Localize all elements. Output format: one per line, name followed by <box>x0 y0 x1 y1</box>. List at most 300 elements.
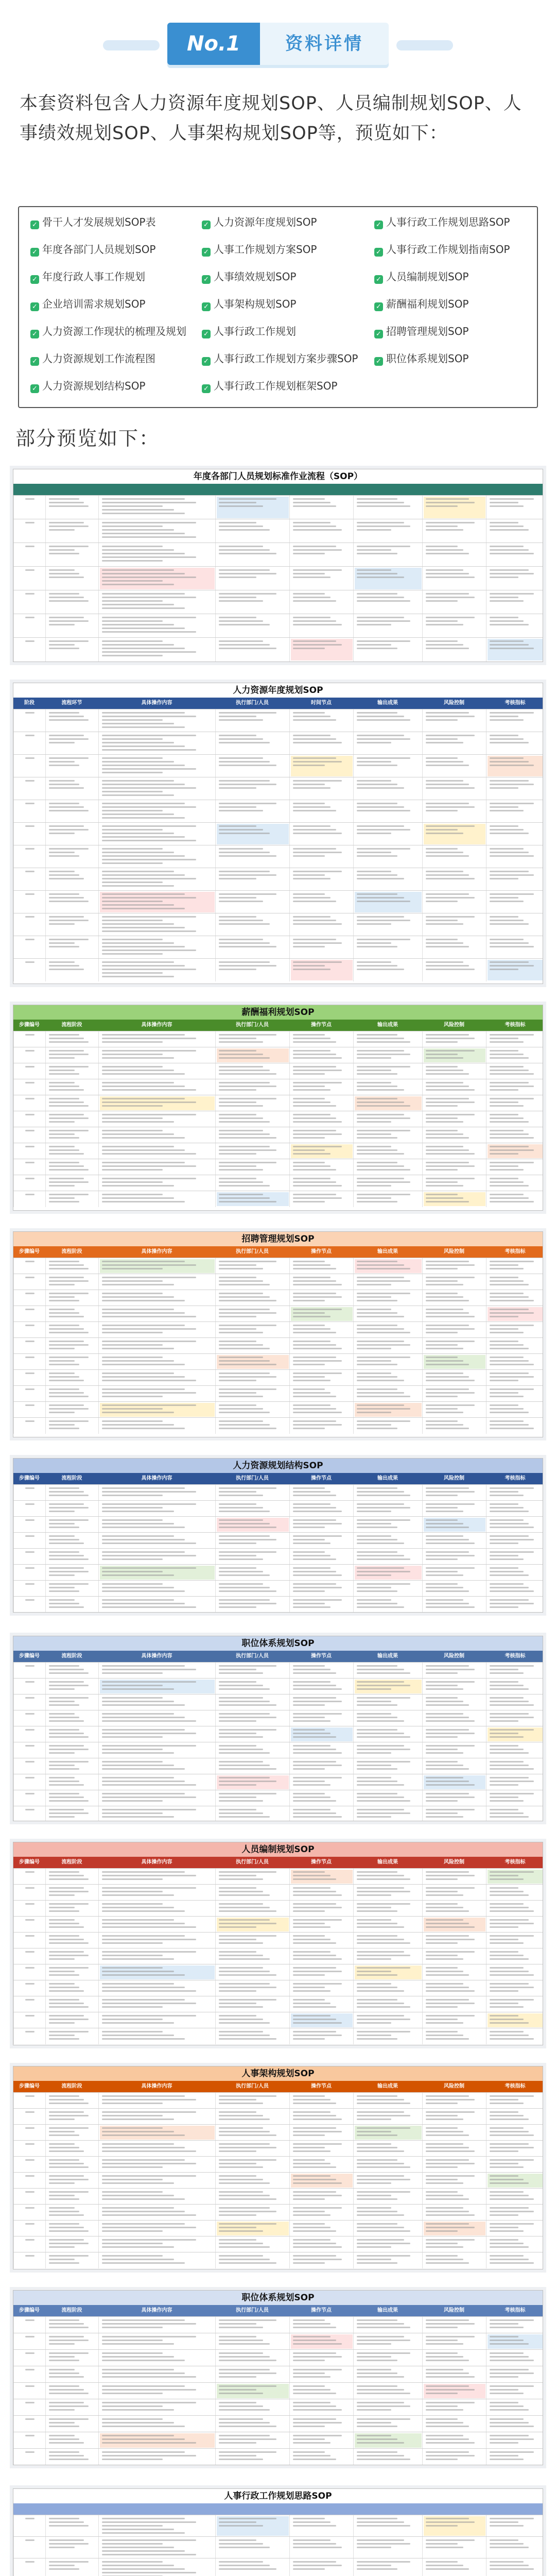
sheet-header-row <box>13 484 543 495</box>
text-line-placeholder <box>102 1089 196 1091</box>
check-icon: ✓ <box>374 221 383 229</box>
text-line-placeholder <box>102 1967 163 1969</box>
text-line-placeholder <box>219 1812 263 1814</box>
table-cell <box>289 2157 353 2173</box>
table-cell <box>215 1127 289 1143</box>
sheet-preview <box>13 1458 543 1613</box>
table-cell <box>422 1127 486 1143</box>
text-line-placeholder <box>219 1309 270 1310</box>
table-cell <box>215 1031 289 1047</box>
text-line-placeholder <box>490 620 524 622</box>
text-line-placeholder <box>293 1878 336 1880</box>
text-line-placeholder <box>49 2262 79 2264</box>
text-line-placeholder <box>357 1376 397 1378</box>
text-line-placeholder <box>293 2143 342 2145</box>
text-line-placeholder <box>426 1328 475 1330</box>
text-line-placeholder <box>219 2372 276 2374</box>
header-cell <box>422 2503 486 2515</box>
text-line-placeholder <box>490 2150 518 2152</box>
text-line-placeholder <box>357 1523 391 1524</box>
table-cell <box>98 1948 215 1964</box>
table-cell <box>215 1533 289 1549</box>
text-line-placeholder <box>426 2435 463 2436</box>
text-line-placeholder <box>219 1939 256 1940</box>
text-line-placeholder <box>357 1114 404 1115</box>
text-line-placeholder <box>219 1603 276 1604</box>
text-line-placeholder <box>426 648 469 649</box>
text-line-placeholder <box>25 1583 34 1585</box>
table-cell <box>353 2558 422 2576</box>
text-line-placeholder <box>357 1672 410 1674</box>
text-line-placeholder <box>293 2418 336 2420</box>
text-line-placeholder <box>102 640 163 642</box>
list-item <box>374 242 510 257</box>
sheet-title: 年度各部门人员规划标准作业流程（SOP） <box>13 469 543 484</box>
table-cell <box>98 1933 215 1948</box>
table-cell <box>13 2109 45 2125</box>
text-line-placeholder <box>426 2521 475 2523</box>
text-line-placeholder <box>49 2150 84 2152</box>
table-cell <box>486 2173 543 2189</box>
text-line-placeholder <box>49 2243 89 2244</box>
text-line-placeholder <box>102 742 174 743</box>
table-cell <box>215 543 289 567</box>
text-line-placeholder <box>102 2543 163 2545</box>
table-cell <box>13 1565 45 1581</box>
text-line-placeholder <box>357 2561 410 2563</box>
text-line-placeholder <box>490 1955 524 1956</box>
text-line-placeholder <box>219 852 270 853</box>
table-cell <box>215 1191 289 1207</box>
text-line-placeholder <box>293 2198 325 2200</box>
text-line-placeholder <box>219 2393 263 2394</box>
text-line-placeholder <box>293 878 331 879</box>
table-cell <box>215 2141 289 2157</box>
text-line-placeholder <box>293 1733 331 1734</box>
text-line-placeholder <box>357 848 410 850</box>
text-line-placeholder <box>293 1332 336 1333</box>
table-cell <box>486 1964 543 1980</box>
table-cell <box>289 2558 353 2576</box>
table-cell <box>45 1694 98 1710</box>
text-line-placeholder <box>219 1101 256 1103</box>
table-cell <box>45 1111 98 1127</box>
text-line-placeholder <box>49 2319 79 2321</box>
text-line-placeholder <box>357 2103 410 2104</box>
header-cell: 步骤编号 <box>13 1020 45 1031</box>
text-line-placeholder <box>357 1736 410 1738</box>
text-line-placeholder <box>426 2340 458 2341</box>
table-cell <box>289 2221 353 2236</box>
text-line-placeholder <box>102 648 185 649</box>
table-cell <box>486 1047 543 1063</box>
text-line-placeholder <box>490 577 518 578</box>
text-line-placeholder <box>219 803 276 804</box>
text-line-placeholder <box>25 1967 34 1969</box>
text-line-placeholder <box>293 2340 336 2341</box>
text-line-placeholder <box>102 1194 163 1195</box>
text-line-placeholder <box>490 1424 529 1426</box>
text-line-placeholder <box>426 825 475 827</box>
text-line-placeholder <box>426 1038 475 1039</box>
text-line-placeholder <box>426 1117 458 1119</box>
text-line-placeholder <box>219 2262 276 2264</box>
table-cell <box>289 1274 353 1290</box>
text-line-placeholder <box>25 2402 34 2403</box>
table-cell <box>13 496 45 519</box>
text-line-placeholder <box>426 893 469 895</box>
table-cell <box>98 1143 215 1159</box>
table-cell <box>98 2399 215 2416</box>
header-cell: 考核指标 <box>486 1473 543 1484</box>
text-line-placeholder <box>490 1070 529 1071</box>
table-cell <box>215 1418 289 1434</box>
text-line-placeholder <box>426 1987 469 1988</box>
header-cell: 执行部门/人员 <box>215 2305 289 2316</box>
text-line-placeholder <box>49 2360 79 2361</box>
text-line-placeholder <box>293 1603 325 1604</box>
text-line-placeholder <box>293 2547 342 2548</box>
table-row <box>13 495 543 519</box>
text-line-placeholder <box>49 1491 84 1493</box>
check-icon: ✓ <box>30 384 39 393</box>
table-cell <box>486 1386 543 1402</box>
table-cell <box>215 2432 289 2449</box>
text-line-placeholder <box>102 2426 185 2427</box>
text-line-placeholder <box>102 1511 174 1512</box>
text-line-placeholder <box>357 2372 397 2374</box>
table-cell <box>215 2221 289 2236</box>
table-cell <box>13 1996 45 2012</box>
table-cell <box>98 2205 215 2221</box>
text-line-placeholder <box>49 1194 89 1195</box>
text-line-placeholder <box>219 2561 263 2563</box>
text-line-placeholder <box>49 1717 79 1718</box>
text-line-placeholder <box>490 1887 518 1889</box>
text-line-placeholder <box>426 1729 469 1731</box>
table-cell <box>215 1774 289 1790</box>
text-line-placeholder <box>49 2134 79 2136</box>
text-line-placeholder <box>219 2435 270 2436</box>
text-line-placeholder <box>426 2262 469 2264</box>
text-line-placeholder <box>102 2230 163 2232</box>
table-cell <box>45 543 98 567</box>
text-line-placeholder <box>219 1117 263 1119</box>
text-line-placeholder <box>490 1495 524 1496</box>
table-cell <box>45 1663 98 1679</box>
text-line-placeholder <box>293 1768 325 1770</box>
text-line-placeholder <box>357 810 410 811</box>
text-line-placeholder <box>426 2195 463 2196</box>
table-cell <box>98 1758 215 1774</box>
text-line-placeholder <box>219 2211 276 2212</box>
text-line-placeholder <box>293 1360 342 1362</box>
text-line-placeholder <box>426 1871 469 1873</box>
text-line-placeholder <box>293 1280 336 1282</box>
text-line-placeholder <box>219 1527 276 1528</box>
text-line-placeholder <box>102 1201 185 1202</box>
text-line-placeholder <box>49 1332 89 1333</box>
sheet-grid <box>13 2316 543 2465</box>
table-cell <box>13 913 45 936</box>
text-line-placeholder <box>219 1745 256 1747</box>
text-line-placeholder <box>357 806 404 808</box>
table-row <box>13 1678 543 1694</box>
text-line-placeholder <box>490 2031 524 2032</box>
table-cell <box>98 1533 215 1549</box>
text-line-placeholder <box>293 1082 342 1083</box>
text-line-placeholder <box>102 1392 196 1394</box>
header-cell: 输出成果 <box>353 1651 422 1662</box>
text-line-placeholder <box>357 2343 391 2345</box>
table-cell <box>45 1290 98 1306</box>
table-cell <box>289 543 353 567</box>
text-line-placeholder <box>293 1380 331 1381</box>
text-line-placeholder <box>219 1280 263 1282</box>
table-cell <box>98 1565 215 1581</box>
text-line-placeholder <box>490 1812 524 1814</box>
table-cell <box>353 2416 422 2432</box>
table-cell <box>215 2189 289 2205</box>
text-line-placeholder <box>490 2565 529 2566</box>
table-cell <box>98 2515 215 2537</box>
table-cell <box>486 1079 543 1095</box>
table-cell <box>289 1533 353 1549</box>
table-cell <box>98 1694 215 1710</box>
text-line-placeholder <box>426 1571 458 1572</box>
table-cell <box>486 777 543 800</box>
table-cell <box>215 845 289 868</box>
text-line-placeholder <box>357 874 397 876</box>
table-cell <box>45 1533 98 1549</box>
text-line-placeholder <box>49 2438 79 2440</box>
text-line-placeholder <box>490 1587 529 1588</box>
text-line-placeholder <box>426 1523 463 1524</box>
table-cell <box>486 2141 543 2157</box>
text-line-placeholder <box>25 961 34 963</box>
text-line-placeholder <box>490 2147 534 2148</box>
text-line-placeholder <box>219 1372 270 1374</box>
text-line-placeholder <box>490 2131 529 2132</box>
text-line-placeholder <box>357 1590 397 1592</box>
text-line-placeholder <box>490 1153 518 1155</box>
text-line-placeholder <box>293 644 342 646</box>
table-row <box>13 1401 543 1418</box>
text-line-placeholder <box>102 817 185 819</box>
table-cell <box>45 1127 98 1143</box>
text-line-placeholder <box>426 2019 458 2020</box>
table-cell <box>98 614 215 638</box>
text-line-placeholder <box>293 1567 331 1569</box>
table-cell <box>215 638 289 662</box>
text-line-placeholder <box>219 1672 263 1674</box>
text-line-placeholder <box>219 2230 263 2232</box>
text-line-placeholder <box>490 806 518 808</box>
text-line-placeholder <box>357 784 397 785</box>
text-line-placeholder <box>426 522 475 523</box>
text-line-placeholder <box>49 569 75 571</box>
text-line-placeholder <box>49 1117 89 1119</box>
table-cell <box>289 1402 353 1418</box>
text-line-placeholder <box>293 1974 325 1976</box>
text-line-placeholder <box>357 1800 410 1802</box>
table-cell <box>486 1127 543 1143</box>
table-cell <box>422 1758 486 1774</box>
text-line-placeholder <box>357 735 404 736</box>
text-line-placeholder <box>490 2214 518 2216</box>
text-line-placeholder <box>490 1781 534 1782</box>
text-line-placeholder <box>49 2405 89 2407</box>
text-line-placeholder <box>357 1503 404 1505</box>
text-line-placeholder <box>426 2246 463 2248</box>
text-line-placeholder <box>102 1987 185 1988</box>
text-line-placeholder <box>219 1891 263 1892</box>
text-line-placeholder <box>490 624 529 625</box>
header-cell: 步骤编号 <box>13 1651 45 1662</box>
text-line-placeholder <box>426 1983 463 1985</box>
sheet-header-row <box>13 1651 543 1662</box>
text-line-placeholder <box>102 803 185 804</box>
text-line-placeholder <box>357 2435 391 2436</box>
table-cell <box>289 614 353 638</box>
table-cell <box>13 2221 45 2236</box>
table-cell <box>422 2383 486 2399</box>
text-line-placeholder <box>49 2426 79 2427</box>
text-line-placeholder <box>49 2103 89 2104</box>
text-line-placeholder <box>49 1404 84 1406</box>
table-cell <box>486 2558 543 2576</box>
text-line-placeholder <box>426 1752 463 1754</box>
text-line-placeholder <box>102 961 174 963</box>
text-line-placeholder <box>219 719 263 721</box>
sheet-grid <box>13 1258 543 1437</box>
text-line-placeholder <box>426 2255 458 2257</box>
text-line-placeholder <box>102 536 196 538</box>
sheet-grid <box>13 495 543 662</box>
text-line-placeholder <box>426 2243 458 2244</box>
text-line-placeholder <box>426 1923 469 1924</box>
table-cell <box>45 2558 98 2576</box>
table-row <box>13 2236 543 2252</box>
text-line-placeholder <box>490 2356 529 2358</box>
table-cell <box>13 709 45 732</box>
table-cell <box>422 1143 486 1159</box>
table-cell <box>13 1418 45 1434</box>
table-cell <box>353 2333 422 2350</box>
text-line-placeholder <box>102 1503 196 1505</box>
sheet-grid <box>13 1484 543 1613</box>
text-line-placeholder <box>490 2369 529 2370</box>
text-line-placeholder <box>293 1424 342 1426</box>
text-line-placeholder <box>102 1812 163 1814</box>
text-line-placeholder <box>426 600 458 602</box>
table-cell <box>45 1191 98 1207</box>
text-line-placeholder <box>426 1717 469 1718</box>
text-line-placeholder <box>357 946 397 947</box>
text-line-placeholder <box>357 1958 391 1960</box>
table-cell <box>13 2093 45 2109</box>
table-cell <box>215 1964 289 1980</box>
text-line-placeholder <box>357 803 397 804</box>
table-row <box>13 2432 543 2449</box>
text-line-placeholder <box>293 848 336 850</box>
text-line-placeholder <box>49 855 79 857</box>
table-row <box>13 1694 543 1710</box>
text-line-placeholder <box>426 1277 475 1278</box>
text-line-placeholder <box>49 546 89 547</box>
text-line-placeholder <box>357 640 410 642</box>
text-line-placeholder <box>293 1971 342 1972</box>
text-line-placeholder <box>490 1194 524 1195</box>
text-line-placeholder <box>490 522 518 523</box>
text-line-placeholder <box>219 2565 270 2566</box>
text-line-placeholder <box>426 640 458 642</box>
text-line-placeholder <box>490 1910 534 1912</box>
table-cell <box>486 755 543 777</box>
text-line-placeholder <box>357 1539 397 1540</box>
text-line-placeholder <box>102 2336 196 2337</box>
header-section <box>0 0 556 77</box>
table-cell <box>422 2366 486 2383</box>
table-cell <box>289 1710 353 1726</box>
text-line-placeholder <box>293 640 336 642</box>
sheet-title: 人力资源年度规划SOP <box>13 683 543 698</box>
text-line-placeholder <box>357 2409 391 2411</box>
text-line-placeholder <box>293 1987 325 1988</box>
text-line-placeholder <box>219 1169 263 1171</box>
text-line-placeholder <box>49 780 75 782</box>
table-cell <box>422 891 486 913</box>
table-cell <box>13 638 45 662</box>
text-line-placeholder <box>219 871 270 872</box>
text-line-placeholder <box>49 1316 84 1317</box>
text-line-placeholder <box>490 2163 518 2164</box>
table-cell <box>215 1597 289 1613</box>
text-line-placeholder <box>426 1809 475 1810</box>
table-row <box>13 868 543 891</box>
text-line-placeholder <box>49 577 84 578</box>
text-line-placeholder <box>102 1697 163 1699</box>
text-line-placeholder <box>102 1268 163 1269</box>
text-line-placeholder <box>293 505 336 507</box>
table-cell <box>486 2252 543 2268</box>
text-line-placeholder <box>219 1685 263 1686</box>
text-line-placeholder <box>490 810 524 811</box>
text-line-placeholder <box>357 1280 410 1282</box>
text-line-placeholder <box>490 1527 534 1528</box>
text-line-placeholder <box>102 2550 185 2552</box>
text-line-placeholder <box>293 2442 331 2444</box>
table-cell <box>289 1726 353 1742</box>
text-line-placeholder <box>357 1543 404 1544</box>
text-line-placeholder <box>490 738 524 740</box>
sheet-grid <box>13 1662 543 1821</box>
text-line-placeholder <box>293 1704 325 1706</box>
text-line-placeholder <box>25 916 34 918</box>
text-line-placeholder <box>219 810 263 811</box>
text-line-placeholder <box>490 1926 518 1928</box>
text-line-placeholder <box>357 1567 404 1569</box>
table-cell <box>422 2189 486 2205</box>
table-cell <box>422 2333 486 2350</box>
table-cell <box>486 2383 543 2399</box>
text-line-placeholder <box>490 1797 518 1798</box>
text-line-placeholder <box>357 2385 397 2387</box>
text-line-placeholder <box>293 549 342 551</box>
text-line-placeholder <box>219 716 256 717</box>
text-line-placeholder <box>219 1983 270 1985</box>
table-row <box>13 2252 543 2268</box>
